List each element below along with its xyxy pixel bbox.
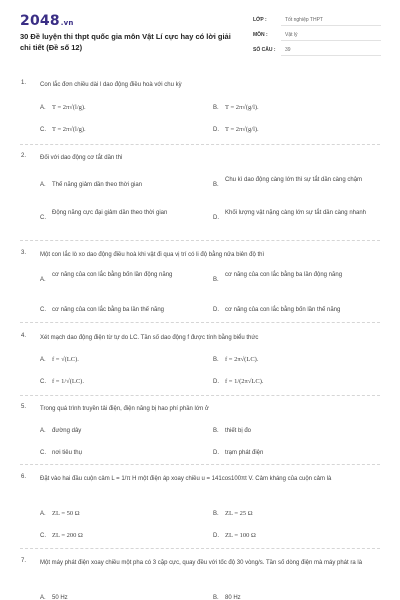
question-number: 1. xyxy=(21,80,27,86)
question-text: Con lắc đơn chiều dài l dao động điều hoà với chu kỳ xyxy=(40,82,182,88)
option-text: ZL = 25 Ω xyxy=(225,510,253,517)
option-letter: B. xyxy=(213,595,219,600)
option-letter: C. xyxy=(40,127,46,133)
option-text: cơ năng của con lắc bằng bốn lần động năng xyxy=(52,272,173,278)
option-letter: D. xyxy=(213,215,219,221)
option-text: cơ năng của con lắc bằng bốn lần thế năng xyxy=(225,307,341,313)
option-text: f = 1/√(LC). xyxy=(52,378,84,385)
question-text: Trong quá trình truyền tải điện, điện năng bị hao phí phần lớn ở xyxy=(40,406,209,412)
question-number: 2. xyxy=(21,153,27,159)
option-text: f = 2π√(LC). xyxy=(225,356,259,363)
option-text: T = 2π√(g/l). xyxy=(225,126,259,133)
meta-underline xyxy=(281,55,381,56)
question-number: 5. xyxy=(21,404,27,410)
divider xyxy=(20,548,380,549)
option-letter: C. xyxy=(40,533,46,539)
option-text: cơ năng của con lắc bằng ba lần động năng xyxy=(225,272,343,278)
divider xyxy=(20,464,380,465)
question-text: Đối với dao động cơ tắt dần thì xyxy=(40,155,123,161)
option-text: Thế năng giảm dần theo thời gian xyxy=(52,182,142,188)
option-letter: B. xyxy=(213,357,219,363)
question-number: 7. xyxy=(21,558,27,564)
option-letter: D. xyxy=(213,127,219,133)
question-text: Xét mạch dao động điện từ tự do LC. Tần số dao động f được tính bằng biểu thức xyxy=(40,335,259,341)
option-letter: B. xyxy=(213,182,219,188)
question-text: Một máy phát điện xoay chiều một pha có 3 cặp cực, quay đều với tốc độ 30 vòng/s. Tần số dòng điện mà máy phát ra là xyxy=(40,560,363,566)
option-text: Chu kì dao động càng lớn thì sự tắt dần càng chậm xyxy=(225,177,363,183)
option-text: trạm phát điện xyxy=(225,450,264,456)
option-letter: C. xyxy=(40,215,46,221)
option-text: f = √(LC). xyxy=(52,356,79,363)
option-text: đường dây xyxy=(52,428,82,434)
meta-label: MÔN : xyxy=(253,32,268,38)
divider xyxy=(20,144,380,145)
document-title: 30 Đề luyện thi thpt quốc gia môn Vật Lí cực hay có lời giải chi tiết (Đề số 12) xyxy=(20,32,231,52)
question-number: 6. xyxy=(21,474,27,480)
question-text: Đặt vào hai đầu cuộn cảm L = 1/π H một điện áp xoay chiều u = 141cos100πt V. Cảm kháng của cuộn cảm là xyxy=(40,476,332,482)
option-text: thiết bị đo xyxy=(225,428,252,434)
option-letter: B. xyxy=(213,105,219,111)
divider xyxy=(20,395,380,396)
option-text: T = 2π√(l/g). xyxy=(52,126,86,133)
option-letter: A. xyxy=(40,105,46,111)
option-letter: C. xyxy=(40,307,46,313)
option-letter: C. xyxy=(40,450,46,456)
logo-main: 2048 xyxy=(20,13,60,29)
option-text: T = 2π√(g/l). xyxy=(225,104,259,111)
option-text: T = 2π√(l/g). xyxy=(52,104,86,111)
option-letter: D. xyxy=(213,307,219,313)
option-letter: D. xyxy=(213,450,219,456)
option-letter: A. xyxy=(40,277,46,283)
meta-value: Tốt nghiệp THPT xyxy=(285,17,323,23)
meta-question-count xyxy=(253,45,381,56)
option-text: cơ năng của con lắc bằng ba lần thế năng xyxy=(52,307,165,313)
option-letter: A. xyxy=(40,182,46,188)
option-letter: A. xyxy=(40,595,46,600)
option-text: Khối lượng vật nặng càng lớn sự tắt dần càng nhanh xyxy=(225,210,366,216)
option-text: ZL = 50 Ω xyxy=(52,510,80,517)
option-text: 80 Hz xyxy=(225,595,241,600)
option-text: f = 1/(2π√LC). xyxy=(225,378,264,385)
meta-grade xyxy=(253,15,381,26)
option-letter: B. xyxy=(213,277,219,283)
option-letter: A. xyxy=(40,511,46,517)
question-number: 4. xyxy=(21,333,27,339)
meta-label: LỚP : xyxy=(253,17,267,23)
divider xyxy=(20,322,380,323)
meta-underline xyxy=(281,25,381,26)
site-logo[interactable] xyxy=(20,13,74,29)
option-text: Động năng cực đại giảm dần theo thời gian xyxy=(52,210,168,216)
logo-sub: .vn xyxy=(60,19,74,27)
meta-underline xyxy=(281,40,381,41)
divider xyxy=(20,240,380,241)
option-text: nơi tiêu thụ xyxy=(52,450,82,456)
option-letter: D. xyxy=(213,379,219,385)
option-letter: A. xyxy=(40,428,46,434)
option-letter: A. xyxy=(40,357,46,363)
meta-value: 39 xyxy=(285,47,291,53)
question-text: Một con lắc lò xo dao động điều hoà khi vật đi qua vị trí có li độ bằng nửa biên độ thì xyxy=(40,252,265,258)
option-letter: B. xyxy=(213,428,219,434)
option-text: ZL = 200 Ω xyxy=(52,532,83,539)
meta-subject xyxy=(253,30,381,41)
meta-label: SỐ CÂU : xyxy=(253,47,276,53)
question-number: 3. xyxy=(21,250,27,256)
option-text: 50 Hz xyxy=(52,595,68,600)
option-letter: D. xyxy=(213,533,219,539)
document-header xyxy=(0,0,400,62)
meta-value: Vật lý xyxy=(285,32,298,38)
option-letter: B. xyxy=(213,511,219,517)
option-letter: C. xyxy=(40,379,46,385)
option-text: ZL = 100 Ω xyxy=(225,532,256,539)
